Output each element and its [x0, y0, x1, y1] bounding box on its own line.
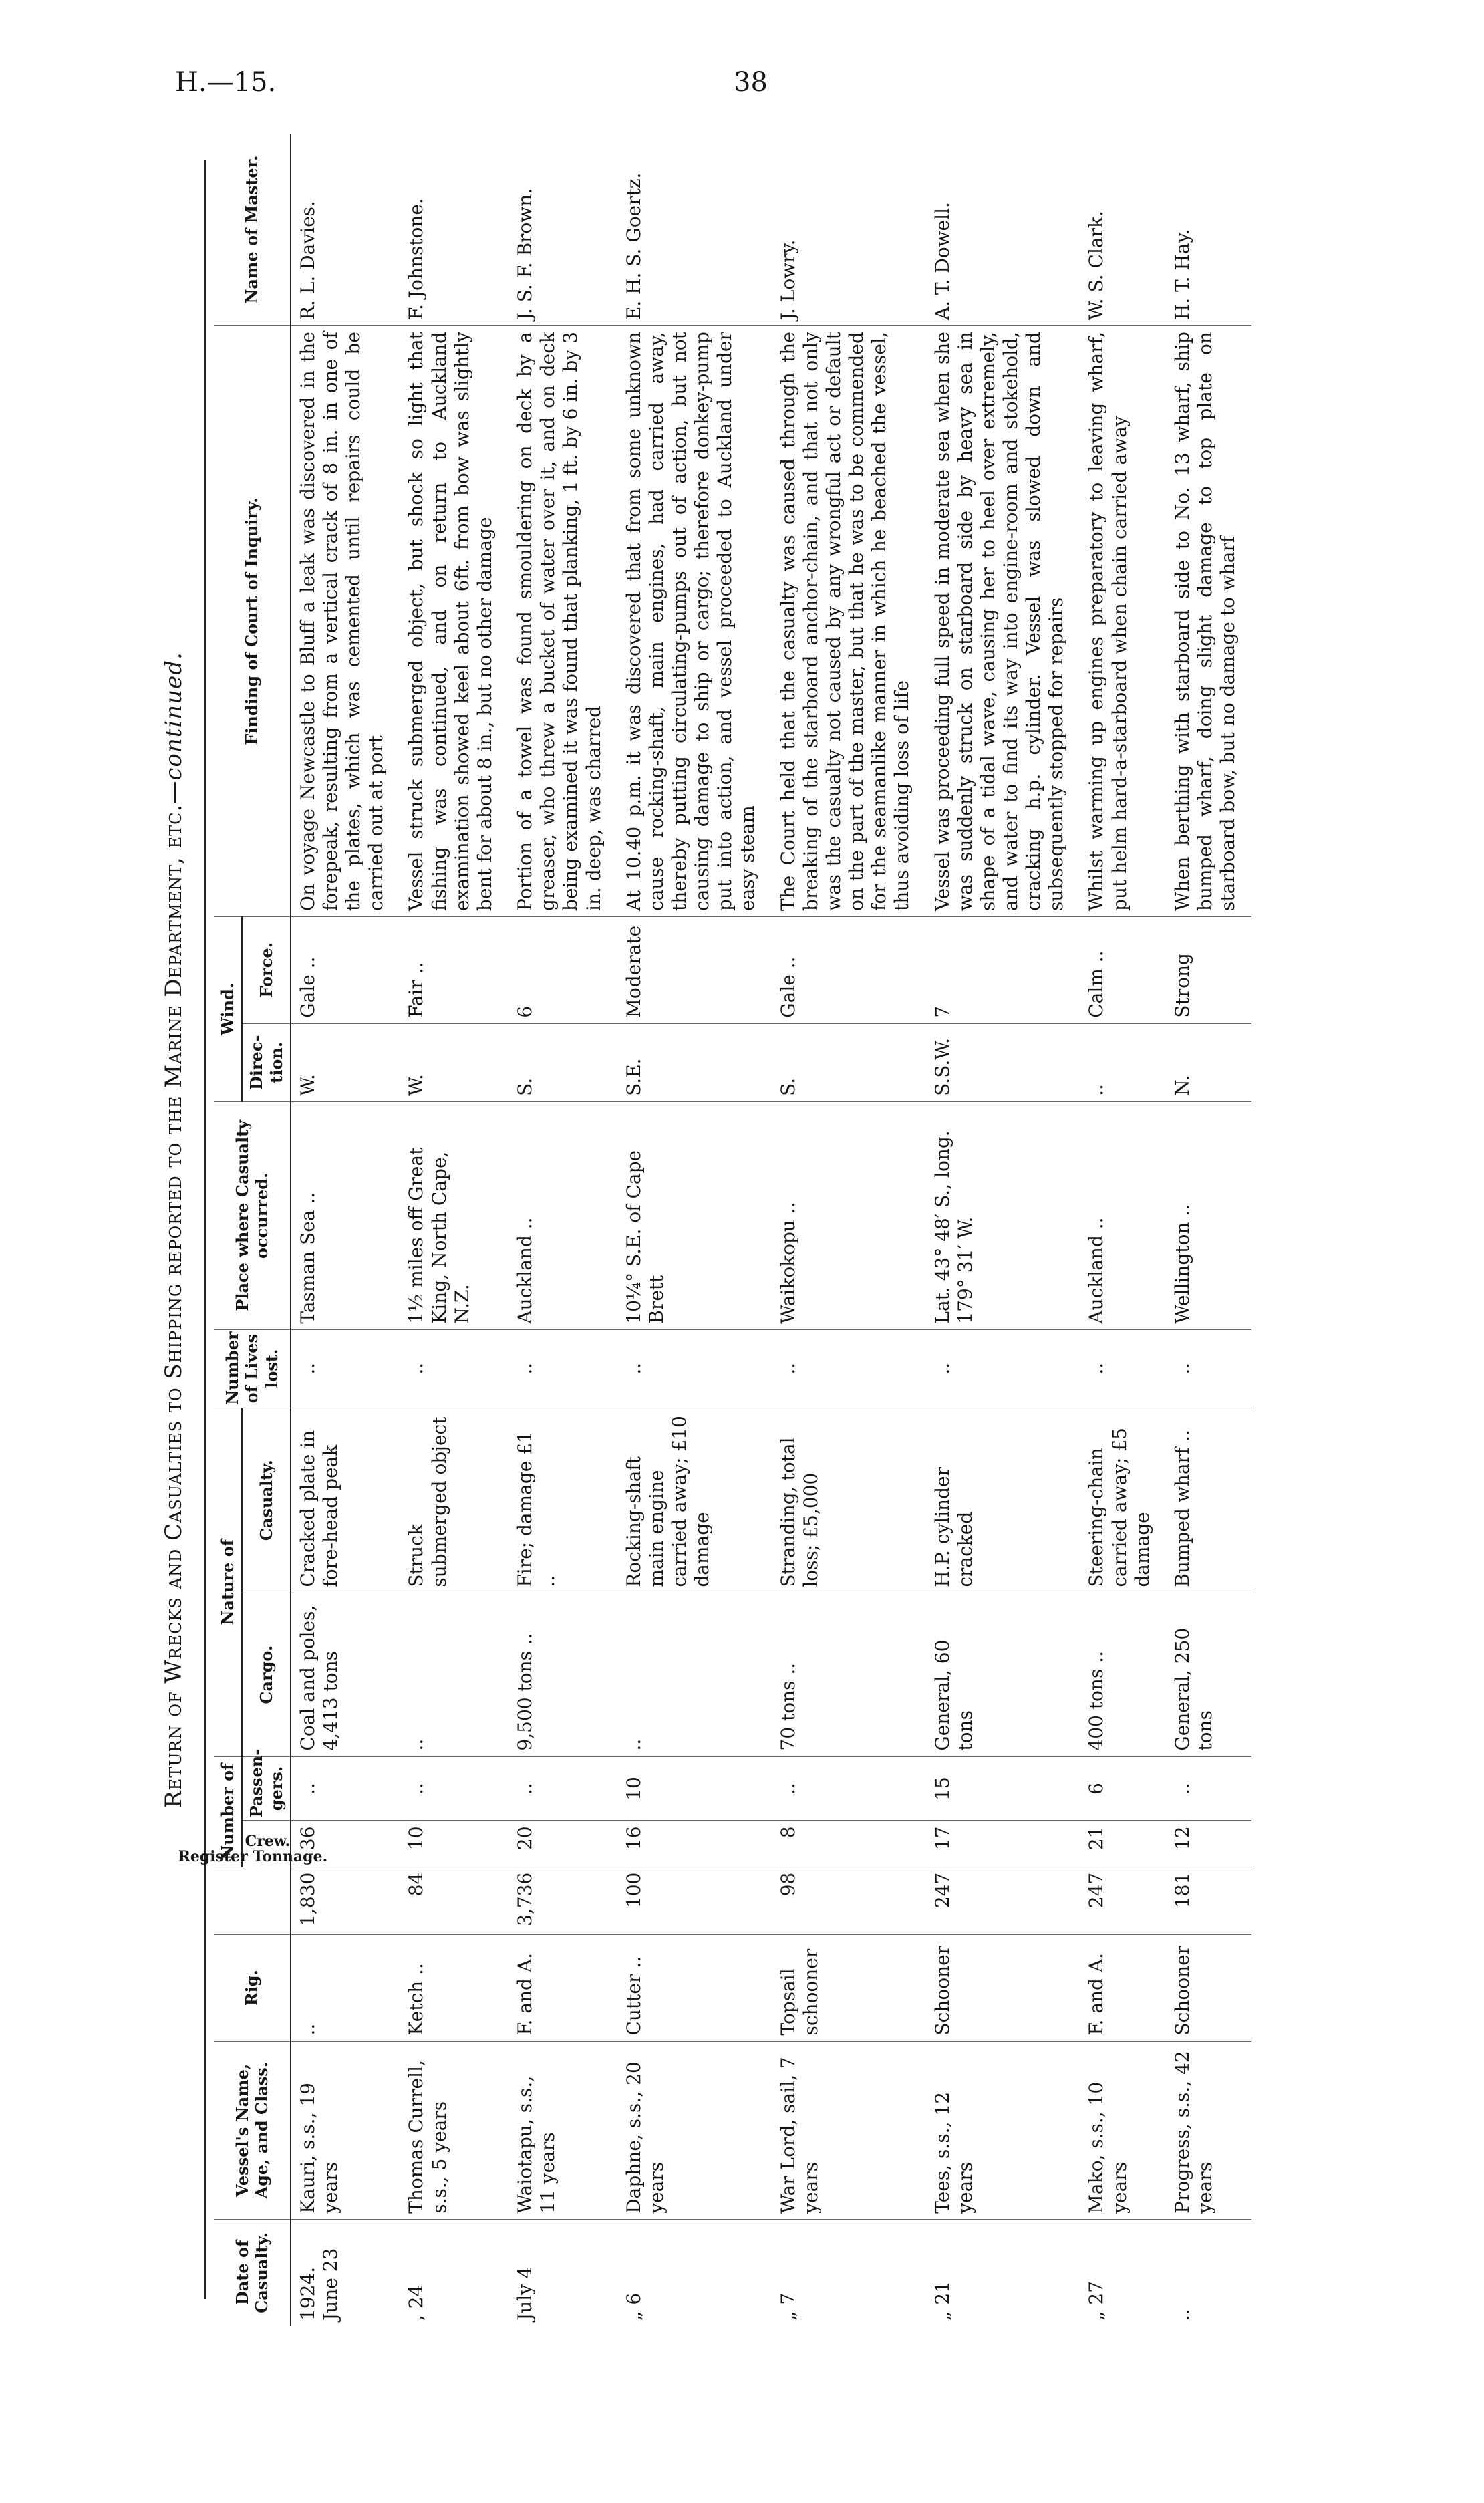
cell-date: July 4 — [514, 2266, 537, 2321]
cell-casualty: H.P. cylinder cracked — [926, 1408, 1080, 1593]
col-header-nature-of: Nature of — [214, 1408, 242, 1756]
cell-place: Auckland .. — [1080, 1101, 1165, 1329]
table-title-main: Return of Wrecks and Casualties to Shipping reported to the Marine Department, etc. — [160, 803, 187, 1808]
cell-direction: S.E. — [617, 1023, 772, 1101]
cell-place: 10¼° S.E. of Cape Brett — [617, 1101, 772, 1329]
cell-rig: Cutter .. — [617, 1934, 772, 2041]
cell-tonnage: 247 — [1080, 1867, 1165, 1934]
cell-passengers: .. — [400, 1756, 508, 1821]
cell-crew: 12 — [1166, 1821, 1251, 1867]
col-header-master: Name of Master. — [214, 134, 291, 326]
table-row — [400, 134, 508, 2326]
cell-cargo: 70 tons .. — [772, 1593, 926, 1756]
cell-date: , 24 — [405, 2284, 428, 2321]
cell-lives-lost: .. — [1166, 1329, 1251, 1408]
cell-date: „ 27 — [1085, 2280, 1108, 2321]
cell-cargo: 9,500 tons .. — [508, 1593, 617, 1756]
cell-direction: S.S.W. — [926, 1023, 1080, 1101]
cell-vessel: Thomas Currell, s.s., 5 years — [400, 2041, 508, 2219]
col-header-crew-text: Crew. — [245, 1833, 290, 1850]
cell-finding: Vessel was proceeding full speed in moderate sea when she was suddenly struck on starboard side by heavy sea in shape of a tidal wave, causing her to heel over extremely, and water to find its way into engine-room and stokehold, cracking h.p. cylinder. Vessel was slowed down and subsequently stopped for repairs — [926, 326, 1080, 917]
col-header-cargo: Cargo. — [242, 1593, 291, 1756]
cell-cargo: .. — [400, 1593, 508, 1756]
cell-rig: Topsail schooner — [772, 1934, 926, 2041]
cell-finding: Portion of a towel was found smouldering on deck by a greaser, who threw a bucket of water over it, and on deck being examined it was found that planking, 1 ft. by 6 in. by 3 in. deep, was charred — [508, 326, 617, 917]
table-row — [617, 134, 772, 2326]
cell-casualty: Steering-chain carried away; £5 damage — [1080, 1408, 1165, 1593]
col-header-passengers: Passen-gers. — [242, 1756, 291, 1821]
cell-tonnage: 84 — [400, 1867, 508, 1934]
cell-force: Fair .. — [400, 916, 508, 1023]
cell-place: Waikokopu .. — [772, 1101, 926, 1329]
cell-finding: The Court held that the casualty was caused through the breaking of the starboard anchor-chain, and that not only was the casualty not caused by any wrongful act or default on the part of the master, but that he was to be commended for the seamanlike manner in which he beached the vessel, thus avoiding loss of life — [772, 326, 926, 917]
cell-force: Gale .. — [291, 916, 400, 1023]
cell-rig: F. and A. — [508, 1934, 617, 2041]
cell-vessel: Kauri, s.s., 19 years — [291, 2041, 400, 2219]
cell-cargo: Coal and poles, 4,413 tons — [291, 1593, 400, 1756]
cell-passengers: 10 — [617, 1756, 772, 1821]
document-reference: H.—15. — [175, 67, 277, 98]
col-header-casualty: Casualty. — [242, 1408, 291, 1593]
cell-direction: W. — [400, 1023, 508, 1101]
cell-cargo: General, 250 tons — [1166, 1593, 1251, 1756]
table-row — [1080, 134, 1165, 2326]
cell-casualty: Stranding, total loss; £5,000 — [772, 1408, 926, 1593]
cell-tonnage: 100 — [617, 1867, 772, 1934]
col-header-number-of: Number of — [214, 1756, 242, 1867]
cell-date: 1924. June 23 — [296, 2248, 341, 2321]
cell-vessel: Mako, s.s., 10 years — [1080, 2041, 1165, 2219]
cell-rig: .. — [291, 1934, 400, 2041]
cell-force: Calm .. — [1080, 916, 1165, 1023]
cell-force: Strong — [1166, 916, 1251, 1023]
cell-finding: On voyage Newcastle to Bluff a leak was discovered in the forepeak, resulting from a vertical crack of 8 in. in one of the plates, which was cemented until repairs could be carried out at port — [291, 326, 400, 917]
cell-vessel: War Lord, sail, 7 years — [772, 2041, 926, 2219]
col-header-wind: Wind. — [214, 916, 242, 1101]
cell-lives-lost: .. — [617, 1329, 772, 1408]
cell-master: R. L. Davies. — [291, 134, 400, 326]
cell-force: 7 — [926, 916, 1080, 1023]
cell-passengers: .. — [1166, 1756, 1251, 1821]
cell-force: Gale .. — [772, 916, 926, 1023]
cell-direction: W. — [291, 1023, 400, 1101]
col-header-tonnage-text: Register Tonnage. — [178, 1847, 328, 1865]
cell-rig: F. and A. — [1080, 1934, 1165, 2041]
cell-casualty: Cracked plate in fore-head peak — [291, 1408, 400, 1593]
cell-tonnage: 98 — [772, 1867, 926, 1934]
cell-tonnage: 1,830 — [291, 1867, 400, 1934]
table-title — [160, 134, 187, 2326]
cell-master: E. H. S. Goertz. — [617, 134, 772, 326]
cell-place: Auckland .. — [508, 1101, 617, 1329]
cell-finding: Vessel struck submerged object, but shock so light that fishing was continued, and on return to Auckland examination showed keel about 6ft. from bow was slightly bent for about 8 in., but no other damage — [400, 326, 508, 917]
cell-crew: 16 — [617, 1821, 772, 1867]
col-header-force: Force. — [242, 916, 291, 1023]
cell-passengers: .. — [291, 1756, 400, 1821]
cell-direction: .. — [1080, 1023, 1165, 1101]
cell-force: Moderate — [617, 916, 772, 1023]
cell-finding: Whilst warming up engines preparatory to leaving wharf, put helm hard-a-starboard when chain carried away — [1080, 326, 1165, 917]
cell-casualty: Struck submerged object — [400, 1408, 508, 1593]
cell-place: 1½ miles off Great King, North Cape, N.Z. — [400, 1101, 508, 1329]
col-header-place: Place where Casualty occurred. — [214, 1101, 291, 1329]
cell-place: Wellington .. — [1166, 1101, 1251, 1329]
casualty-table — [178, 134, 1251, 2326]
table-row — [772, 134, 926, 2326]
cell-finding: When berthing with starboard side to No. 13 wharf, ship bumped wharf, doing slight damage to top plate on starboard bow, but no damage to wharf — [1166, 326, 1251, 917]
cell-master: J. Lowry. — [772, 134, 926, 326]
cell-cargo: .. — [617, 1593, 772, 1756]
cell-passengers: 15 — [926, 1756, 1080, 1821]
cell-vessel: Daphne, s.s., 20 years — [617, 2041, 772, 2219]
cell-rig: Schooner — [1166, 1934, 1251, 2041]
cell-date: „ 21 — [931, 2280, 953, 2321]
cell-casualty: Rocking-shaft main engine carried away; £10 damage — [617, 1408, 772, 1593]
cell-lives-lost: .. — [508, 1329, 617, 1408]
cell-lives-lost: .. — [291, 1329, 400, 1408]
col-header-date: Date of Casualty. — [214, 2219, 291, 2326]
cell-master: H. T. Hay. — [1166, 134, 1251, 326]
col-header-direction: Direc-tion. — [242, 1023, 291, 1101]
cell-rig: Ketch .. — [400, 1934, 508, 2041]
title-rule — [204, 160, 206, 2299]
rotated-table-section — [160, 134, 1353, 2326]
cell-master: W. S. Clark. — [1080, 134, 1165, 326]
cell-finding: At 10.40 p.m. it was discovered that from some unknown cause rocking-shaft, main engines, had carried away, thereby putting circulating-pumps out of action, but not causing damage to ship or cargo; therefore donkey-pump put into action, and vessel proceeded to Auckland under easy steam — [617, 326, 772, 917]
cell-date: .. — [1171, 2309, 1193, 2321]
cell-lives-lost: .. — [926, 1329, 1080, 1408]
table-title-continued: —continued. — [160, 652, 187, 804]
table-row — [508, 134, 617, 2326]
cell-direction: N. — [1166, 1023, 1251, 1101]
cell-place: Tasman Sea .. — [291, 1101, 400, 1329]
cell-vessel: Progress, s.s., 42 years — [1166, 2041, 1251, 2219]
cell-rig: Schooner — [926, 1934, 1080, 2041]
cell-vessel: Tees, s.s., 12 years — [926, 2041, 1080, 2219]
cell-crew: 21 — [1080, 1821, 1165, 1867]
cell-lives-lost: .. — [772, 1329, 926, 1408]
cell-place: Lat. 43° 48′ S., long. 179° 31′ W. — [926, 1101, 1080, 1329]
cell-direction: S. — [508, 1023, 617, 1101]
cell-crew: 8 — [772, 1821, 926, 1867]
cell-casualty: Fire; damage £1 .. — [508, 1408, 617, 1593]
cell-master: F. Johnstone. — [400, 134, 508, 326]
cell-master: A. T. Dowell. — [926, 134, 1080, 326]
cell-lives-lost: .. — [1080, 1329, 1165, 1408]
cell-cargo: 400 tons .. — [1080, 1593, 1165, 1756]
cell-tonnage: 247 — [926, 1867, 1080, 1934]
cell-crew: 36 — [291, 1821, 400, 1867]
cell-lives-lost: .. — [400, 1329, 508, 1408]
cell-master: J. S. F. Brown. — [508, 134, 617, 326]
table-row — [291, 134, 400, 2326]
cell-vessel: Waiotapu, s.s., 11 years — [508, 2041, 617, 2219]
col-header-rig: Rig. — [214, 1934, 291, 2041]
cell-tonnage: 181 — [1166, 1867, 1251, 1934]
cell-crew: 17 — [926, 1821, 1080, 1867]
cell-passengers: .. — [772, 1756, 926, 1821]
col-header-finding: Finding of Court of Inquiry. — [214, 326, 291, 917]
header-row-1 — [214, 134, 242, 2326]
cell-direction: S. — [772, 1023, 926, 1101]
cell-force: 6 — [508, 916, 617, 1023]
cell-crew: 10 — [400, 1821, 508, 1867]
cell-cargo: General, 60 tons — [926, 1593, 1080, 1756]
page-number: 38 — [734, 67, 768, 98]
col-header-vessel: Vessel's Name, Age, and Class. — [214, 2041, 291, 2219]
cell-crew: 20 — [508, 1821, 617, 1867]
cell-casualty: Bumped wharf .. — [1166, 1408, 1251, 1593]
col-header-lives-lost: Number of Lives lost. — [214, 1329, 291, 1408]
cell-date: „ 6 — [622, 2292, 645, 2321]
cell-tonnage: 3,736 — [508, 1867, 617, 1934]
cell-passengers: .. — [508, 1756, 617, 1821]
table-row — [1166, 134, 1251, 2326]
cell-passengers: 6 — [1080, 1756, 1165, 1821]
cell-date: „ 7 — [776, 2292, 799, 2321]
table-row — [926, 134, 1080, 2326]
